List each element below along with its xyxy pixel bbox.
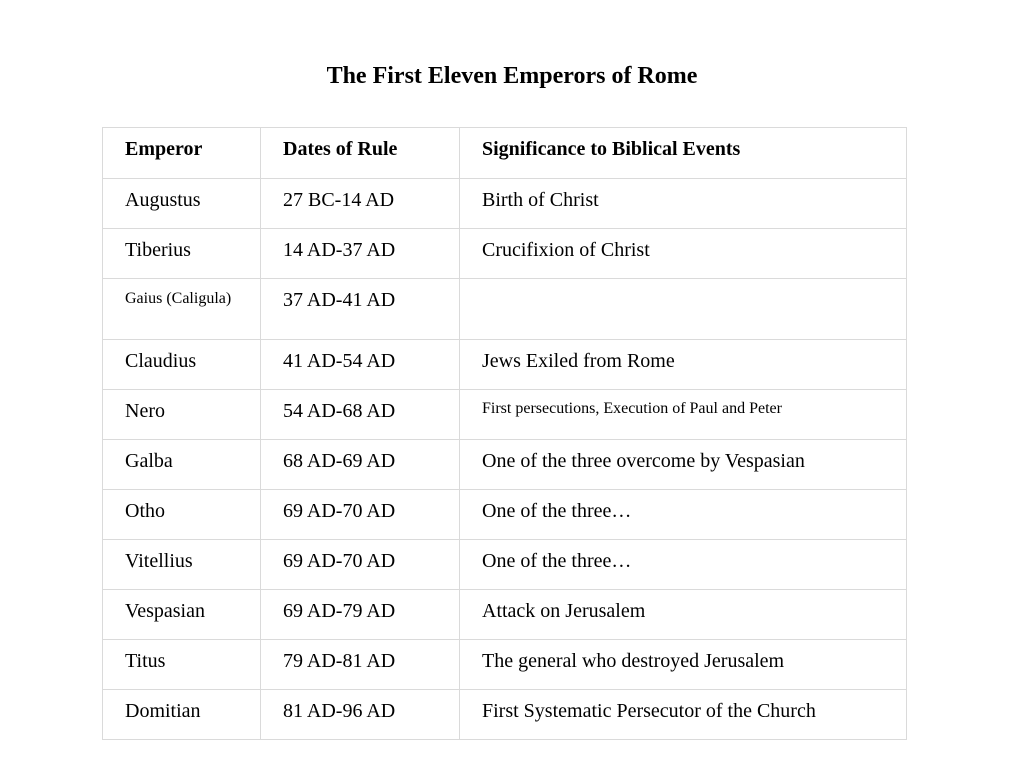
table-header-row <box>103 128 907 179</box>
table-row <box>103 540 907 590</box>
table-row <box>103 690 907 740</box>
emperor-cell: Galba <box>103 440 261 490</box>
emperor-cell: Claudius <box>103 340 261 390</box>
significance-cell: One of the three overcome by Vespasian <box>460 440 907 490</box>
emperor-cell: Domitian <box>103 690 261 740</box>
column-header-significance: Significance to Biblical Events <box>460 128 907 179</box>
dates-cell: 81 AD-96 AD <box>261 690 460 740</box>
significance-cell: Birth of Christ <box>460 179 907 229</box>
emperor-cell: Vespasian <box>103 590 261 640</box>
significance-cell: First Systematic Persecutor of the Church <box>460 690 907 740</box>
page-title: The First Eleven Emperors of Rome <box>326 63 698 89</box>
significance-cell <box>460 279 907 340</box>
dates-cell: 79 AD-81 AD <box>261 640 460 690</box>
dates-cell: 14 AD-37 AD <box>261 229 460 279</box>
dates-cell: 41 AD-54 AD <box>261 340 460 390</box>
emperor-cell: Nero <box>103 390 261 440</box>
emperor-cell: Vitellius <box>103 540 261 590</box>
significance-cell: Jews Exiled from Rome <box>460 340 907 390</box>
dates-cell: 27 BC-14 AD <box>261 179 460 229</box>
table-row <box>103 590 907 640</box>
dates-cell: 69 AD-79 AD <box>261 590 460 640</box>
table-row <box>103 640 907 690</box>
emperor-cell: Gaius (Caligula) <box>103 279 261 340</box>
table-row <box>103 279 907 340</box>
table-row <box>103 390 907 440</box>
table-row <box>103 179 907 229</box>
dates-cell: 68 AD-69 AD <box>261 440 460 490</box>
emperor-cell: Titus <box>103 640 261 690</box>
table-row <box>103 440 907 490</box>
emperor-cell: Tiberius <box>103 229 261 279</box>
significance-cell: One of the three… <box>460 490 907 540</box>
dates-cell: 69 AD-70 AD <box>261 490 460 540</box>
significance-cell: Attack on Jerusalem <box>460 590 907 640</box>
significance-cell: The general who destroyed Jerusalem <box>460 640 907 690</box>
table-row <box>103 490 907 540</box>
table-row <box>103 340 907 390</box>
table-row <box>103 229 907 279</box>
column-header-emperor: Emperor <box>103 128 261 179</box>
dates-cell: 37 AD-41 AD <box>261 279 460 340</box>
emperors-table <box>102 127 907 740</box>
column-header-dates: Dates of Rule <box>261 128 460 179</box>
significance-cell: Crucifixion of Christ <box>460 229 907 279</box>
emperor-cell: Otho <box>103 490 261 540</box>
dates-cell: 54 AD-68 AD <box>261 390 460 440</box>
emperor-cell: Augustus <box>103 179 261 229</box>
significance-cell: One of the three… <box>460 540 907 590</box>
significance-cell: First persecutions, Execution of Paul and Peter <box>460 390 907 440</box>
dates-cell: 69 AD-70 AD <box>261 540 460 590</box>
